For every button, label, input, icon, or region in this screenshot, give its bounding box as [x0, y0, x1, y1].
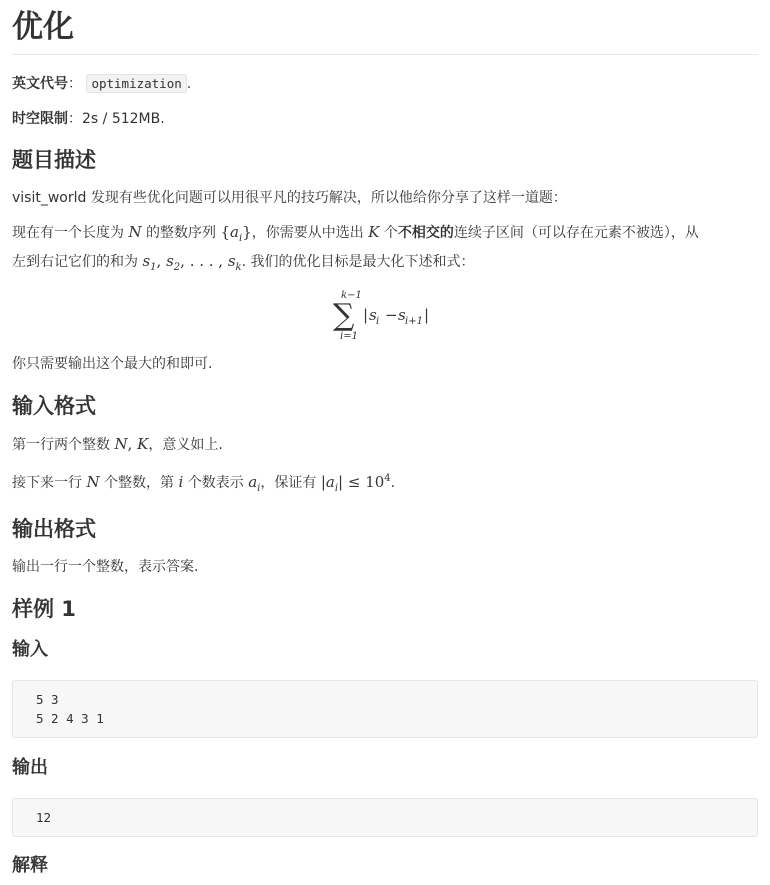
display-formula-sum	[12, 287, 758, 345]
sample-output-heading: 输出	[12, 757, 48, 778]
limit-value: 2s / 512MB.	[82, 111, 165, 127]
math-K: K	[368, 223, 380, 241]
section-sample-1-heading: 样例 1	[12, 597, 76, 621]
input-format-line-1: 第一行两个整数 N, K，意义如上.	[12, 435, 223, 453]
description-line-1: visit_world 发现有些优化问题可以用很平凡的技巧解决，所以他给你分享了这样一道题：	[12, 190, 567, 206]
svg-text:s: s	[398, 306, 406, 324]
svg-text:k−1: k−1	[341, 290, 362, 301]
section-description-heading: 题目描述	[12, 148, 96, 172]
sum-formula-svg	[330, 287, 440, 345]
svg-text:i=1: i=1	[340, 331, 358, 342]
explanation-heading: 解释	[12, 855, 48, 876]
sample-input-block[interactable]: 5 3 5 2 4 3 1	[12, 680, 758, 738]
description-last-line: 你只需要输出这个最大的和即可.	[12, 356, 213, 372]
title-divider	[12, 54, 758, 55]
svg-text:−: −	[385, 306, 398, 324]
svg-text:|: |	[363, 306, 369, 324]
math-sequence-a: $\{a_i\}$	[220, 223, 252, 244]
math-N: N	[128, 223, 142, 241]
svg-text:s: s	[369, 306, 377, 324]
sample-input-heading: 输入	[12, 639, 48, 660]
code-name-line: 英文代号： optimization .	[12, 76, 192, 92]
section-output-format-heading: 输出格式	[12, 517, 96, 541]
code-name-value: optimization	[86, 74, 186, 93]
math-N-K: N, K	[114, 435, 149, 453]
svg-text:|: |	[424, 306, 430, 324]
svg-text:i+1: i+1	[405, 316, 423, 327]
limit-line: 时空限制：2s / 512MB.	[12, 111, 165, 127]
sample-output-block[interactable]: 12	[12, 798, 758, 837]
output-format-line: 输出一行一个整数，表示答案.	[12, 559, 199, 575]
math-constraint: $|a_i| \le 10^4$	[320, 473, 391, 494]
svg-text:i: i	[376, 316, 380, 327]
code-name-label: 英文代号	[12, 76, 68, 92]
bold-disjoint: 不相交的	[397, 225, 454, 241]
math-s-list: $s_1$, $s_2$, . . . , $s_k$	[142, 252, 242, 273]
limit-label: 时空限制	[12, 111, 68, 127]
section-input-format-heading: 输入格式	[12, 394, 96, 418]
svg-text:∑: ∑	[333, 298, 355, 333]
description-paragraph-2: 现在有一个长度为 N 的整数序列 $\{a_i\}$，你需要从中选出 K 个不相交的连续子区间（可以存在元素不被选），从 左到右记它们的和为 $s_1$, $s_2$, . . . , $s_k$. 我们的优化目标是最大化下述和式：	[12, 223, 699, 273]
input-format-line-2: 接下来一行 N 个整数，第 i 个数表示 $a_i$，保证有 $|a_i| \le 10^4$.	[12, 473, 396, 494]
page-title: 优化	[12, 9, 74, 45]
